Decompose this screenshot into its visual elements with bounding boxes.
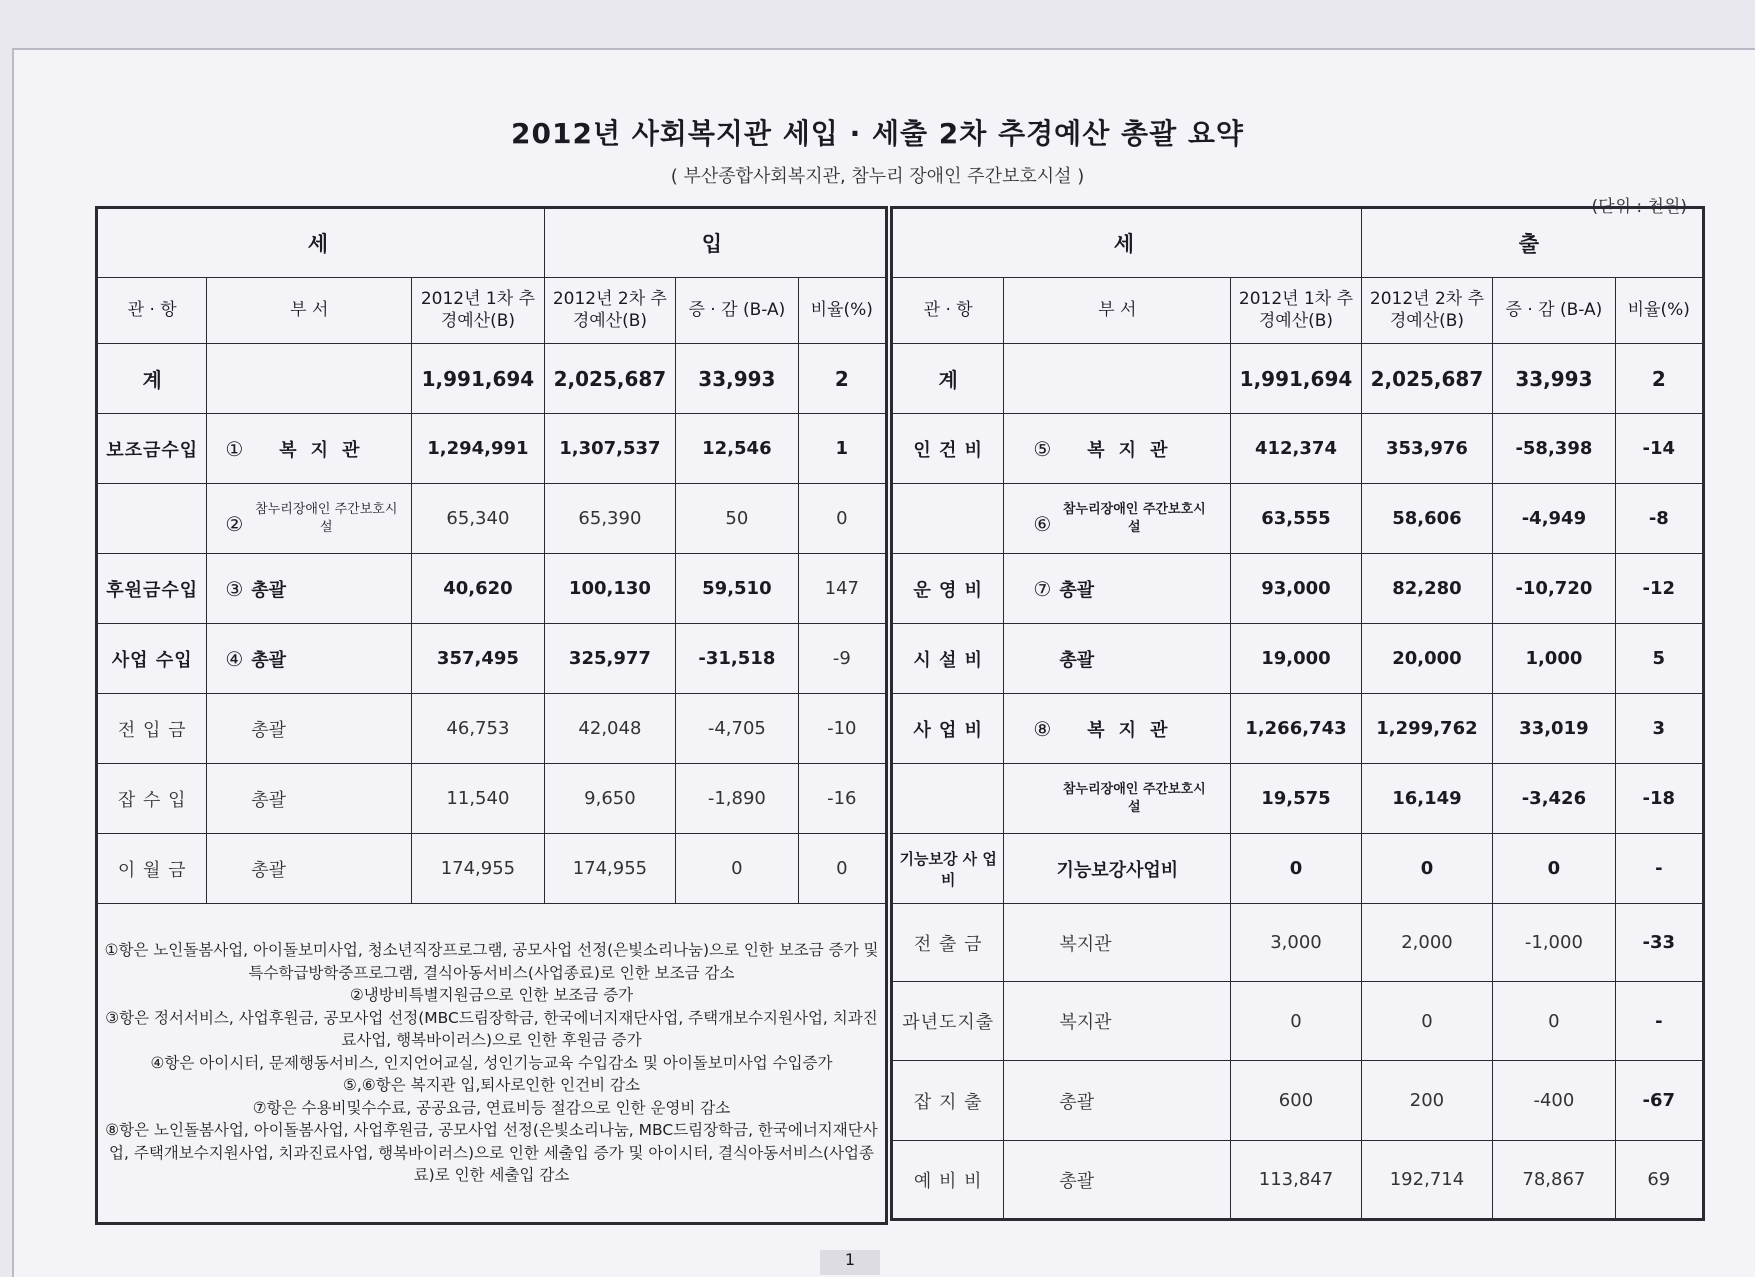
row-b1: 113,847 <box>1231 1141 1361 1220</box>
total-ratio: 2 <box>1615 344 1703 414</box>
row-dept: 참누리장애인 주간보호시설 <box>1062 501 1206 535</box>
row-mark: ⑧ <box>1033 716 1052 741</box>
row-diff: 78,867 <box>1493 1141 1615 1220</box>
row-b2: 174,955 <box>544 834 675 904</box>
row-dept: 복지관 <box>279 439 374 461</box>
row-category: 전 출 금 <box>892 904 1004 982</box>
row-mark: ④ <box>225 646 244 671</box>
row-diff: 50 <box>676 484 798 554</box>
note-item: ⑤,⑥항은 복지관 입,퇴사로인한 인건비 감소 <box>343 1076 640 1095</box>
row-mark: ③ <box>225 576 244 601</box>
row-b2: 42,048 <box>544 694 675 764</box>
row-category: 사 업 비 <box>892 694 1004 764</box>
table-row <box>892 1141 1704 1220</box>
row-b2: 325,977 <box>544 624 675 694</box>
page-number: 1 <box>820 1250 880 1275</box>
row-ratio: -67 <box>1615 1061 1703 1141</box>
row-b1: 0 <box>1231 834 1361 904</box>
row-category: 인 건 비 <box>892 414 1004 484</box>
note-item: ⑦항은 수용비및수수료, 공공요금, 연료비등 절감으로 인한 운영비 감소 <box>252 1098 731 1117</box>
row-dept: 총괄 <box>251 579 287 601</box>
expense-table <box>890 206 1705 1221</box>
table-row <box>892 1061 1704 1141</box>
row-b1: 19,000 <box>1231 624 1361 694</box>
note-item: ③항은 정서서비스, 사업후원금, 공모사업 선정(MBC드림장학금, 한국에너지재단사업, 주택개보수지원사업, 치과진료사업, 행복바이러스)으로 인한 후원금 증가 <box>105 1008 878 1050</box>
total-b2: 2,025,687 <box>1361 344 1492 414</box>
row-dept: 총괄 <box>1059 579 1095 601</box>
col-header: 증 · 감 (B-A) <box>1493 278 1615 344</box>
row-category: 전 입 금 <box>97 694 207 764</box>
row-ratio: -12 <box>1615 554 1703 624</box>
row-category <box>97 484 207 554</box>
col-header: 비율(%) <box>1615 278 1703 344</box>
row-dept: 총괄 <box>1059 1170 1095 1192</box>
row-b1: 65,340 <box>412 484 545 554</box>
row-category <box>892 484 1004 554</box>
row-diff: -4,705 <box>676 694 798 764</box>
row-diff: -1,000 <box>1493 904 1615 982</box>
row-diff: 59,510 <box>676 554 798 624</box>
row-ratio: 1 <box>798 414 886 484</box>
row-category: 사업 수입 <box>97 624 207 694</box>
row-b1: 1,294,991 <box>412 414 545 484</box>
col-header: 2012년 2차 추경예산(B) <box>544 278 675 344</box>
row-category <box>892 764 1004 834</box>
row-ratio: -14 <box>1615 414 1703 484</box>
row-diff: 0 <box>1493 982 1615 1061</box>
row-category: 기능보강 사 업 비 <box>892 834 1004 904</box>
col-header: 2012년 1차 추경예산(B) <box>1231 278 1361 344</box>
row-b1: 19,575 <box>1231 764 1361 834</box>
row-b1: 63,555 <box>1231 484 1361 554</box>
row-ratio: 147 <box>798 554 886 624</box>
income-header-left: 세 <box>97 208 545 278</box>
row-ratio: - <box>1615 834 1703 904</box>
row-b1: 174,955 <box>412 834 545 904</box>
table-row <box>97 414 887 484</box>
note-item: ⑧항은 노인돌봄사업, 아이돌봄사업, 사업후원금, 공모사업 선정(은빛소리나눔, MBC드림장학금, 한국에너지재단사업, 주택개보수지원사업, 치과진료사업, 행복바이러스)으로 인한 세출입 증가 및 아이시터, 결식아동서비스(사업종료)로 인한 세출입 감소 <box>105 1121 878 1185</box>
row-ratio: 69 <box>1615 1141 1703 1220</box>
row-diff: -10,720 <box>1493 554 1615 624</box>
row-ratio: -8 <box>1615 484 1703 554</box>
row-ratio: 5 <box>1615 624 1703 694</box>
row-b1: 11,540 <box>412 764 545 834</box>
row-b2: 9,650 <box>544 764 675 834</box>
row-category: 잡 수 입 <box>97 764 207 834</box>
row-b2: 0 <box>1361 834 1492 904</box>
row-dept: 총괄 <box>251 649 287 671</box>
expense-header-right: 출 <box>1361 208 1703 278</box>
row-ratio: 0 <box>798 834 886 904</box>
row-diff: 12,546 <box>676 414 798 484</box>
col-header: 부 서 <box>1004 278 1231 344</box>
row-b2: 0 <box>1361 982 1492 1061</box>
row-dept: 총괄 <box>1059 1091 1095 1113</box>
total-b2: 2,025,687 <box>544 344 675 414</box>
row-mark: ② <box>225 511 244 536</box>
table-row <box>97 764 887 834</box>
row-dept: 총괄 <box>251 789 287 811</box>
row-b2: 2,000 <box>1361 904 1492 982</box>
note-item: ①항은 노인돌봄사업, 아이돌보미사업, 청소년직장프로그램, 공모사업 선정(은빛소리나눔)으로 인한 보조금 증가 및 특수학급방학중프로그램, 결식아동서비스(사업종료)로 인한 보조금 감소 <box>104 941 879 982</box>
row-dept: 총괄 <box>251 719 287 741</box>
row-diff: 0 <box>676 834 798 904</box>
row-ratio: - <box>1615 982 1703 1061</box>
row-diff: -400 <box>1493 1061 1615 1141</box>
total-diff: 33,993 <box>676 344 798 414</box>
row-ratio: -9 <box>798 624 886 694</box>
col-header: 부 서 <box>207 278 412 344</box>
row-diff: -58,398 <box>1493 414 1615 484</box>
row-diff: 0 <box>1493 834 1615 904</box>
row-dept: 총괄 <box>251 859 287 881</box>
row-category: 이 월 금 <box>97 834 207 904</box>
total-ratio: 2 <box>798 344 886 414</box>
row-diff: -31,518 <box>676 624 798 694</box>
row-mark: ⑤ <box>1033 436 1052 461</box>
total-b1: 1,991,694 <box>1231 344 1361 414</box>
row-b1: 357,495 <box>412 624 545 694</box>
unit-label: (단위 : 천원) <box>1591 197 1687 217</box>
table-row <box>97 694 887 764</box>
row-b1: 0 <box>1231 982 1361 1061</box>
row-category: 잡 지 출 <box>892 1061 1004 1141</box>
row-b2: 65,390 <box>544 484 675 554</box>
row-diff: 33,019 <box>1493 694 1615 764</box>
total-b1: 1,991,694 <box>412 344 545 414</box>
total-label: 계 <box>97 344 207 414</box>
row-ratio: -16 <box>798 764 886 834</box>
table-row <box>97 554 887 624</box>
table-row <box>892 694 1704 764</box>
table-row <box>892 764 1704 834</box>
expense-header-left: 세 <box>892 208 1362 278</box>
row-ratio: -10 <box>798 694 886 764</box>
table-row <box>892 414 1704 484</box>
col-header: 증 · 감 (B-A) <box>676 278 798 344</box>
row-category: 시 설 비 <box>892 624 1004 694</box>
row-category: 과년도지출 <box>892 982 1004 1061</box>
col-header: 관 · 항 <box>97 278 207 344</box>
page-title: 2012년 사회복지관 세입 · 세출 2차 추경예산 총괄 요약 <box>511 117 1244 150</box>
col-header: 관 · 항 <box>892 278 1004 344</box>
table-row <box>97 834 887 904</box>
row-ratio: 3 <box>1615 694 1703 764</box>
row-mark: ① <box>225 436 244 461</box>
row-b1: 412,374 <box>1231 414 1361 484</box>
row-b2: 1,307,537 <box>544 414 675 484</box>
row-b2: 200 <box>1361 1061 1492 1141</box>
row-b1: 93,000 <box>1231 554 1361 624</box>
notes-box <box>97 904 887 1224</box>
row-b2: 1,299,762 <box>1361 694 1492 764</box>
table-row <box>892 484 1704 554</box>
row-dept: 기능보강사업비 <box>1004 834 1231 904</box>
row-category: 후원금수입 <box>97 554 207 624</box>
row-b1: 40,620 <box>412 554 545 624</box>
row-b2: 100,130 <box>544 554 675 624</box>
row-b2: 20,000 <box>1361 624 1492 694</box>
table-row <box>97 624 887 694</box>
row-b2: 82,280 <box>1361 554 1492 624</box>
table-row <box>892 834 1704 904</box>
table-row <box>892 554 1704 624</box>
total-diff: 33,993 <box>1493 344 1615 414</box>
row-mark: ⑦ <box>1033 576 1052 601</box>
note-item: ④항은 아이시터, 문제행동서비스, 인지언어교실, 성인기능교육 수입감소 및 아이돌보미사업 수입증가 <box>150 1053 833 1072</box>
col-header: 2012년 2차 추경예산(B) <box>1361 278 1492 344</box>
row-diff: -1,890 <box>676 764 798 834</box>
row-diff: -3,426 <box>1493 764 1615 834</box>
row-b1: 46,753 <box>412 694 545 764</box>
table-row <box>97 484 887 554</box>
row-dept: 복지관 <box>1087 719 1182 741</box>
income-header-right: 입 <box>544 208 886 278</box>
table-row <box>892 904 1704 982</box>
row-mark: ⑥ <box>1033 511 1052 536</box>
page-subtitle: ( 부산종합사회복지관, 참누리 장애인 주간보호시설 ) <box>670 166 1085 187</box>
row-category: 보조금수입 <box>97 414 207 484</box>
row-b2: 58,606 <box>1361 484 1492 554</box>
row-ratio: 0 <box>798 484 886 554</box>
row-dept: 참누리장애인 주간보호시설 <box>255 501 398 535</box>
table-row <box>892 982 1704 1061</box>
row-ratio: -33 <box>1615 904 1703 982</box>
row-dept: 참누리장애인 주간보호시설 <box>1062 781 1206 815</box>
col-header: 비율(%) <box>798 278 886 344</box>
row-category: 운 영 비 <box>892 554 1004 624</box>
row-b1: 1,266,743 <box>1231 694 1361 764</box>
row-diff: 1,000 <box>1493 624 1615 694</box>
row-dept: 복지관 <box>1059 933 1112 955</box>
row-ratio: -18 <box>1615 764 1703 834</box>
total-label: 계 <box>892 344 1004 414</box>
row-dept: 복지관 <box>1087 439 1182 461</box>
income-table <box>95 206 888 1225</box>
row-b2: 16,149 <box>1361 764 1492 834</box>
row-b2: 192,714 <box>1361 1141 1492 1220</box>
table-row <box>892 624 1704 694</box>
col-header: 2012년 1차 추경예산(B) <box>412 278 545 344</box>
row-dept: 복지관 <box>1059 1012 1112 1033</box>
row-b1: 3,000 <box>1231 904 1361 982</box>
row-b1: 600 <box>1231 1061 1361 1141</box>
row-b2: 353,976 <box>1361 414 1492 484</box>
row-diff: -4,949 <box>1493 484 1615 554</box>
note-item: ②냉방비특별지원금으로 인한 보조금 증가 <box>349 986 634 1005</box>
row-category: 예 비 비 <box>892 1141 1004 1220</box>
row-dept: 총괄 <box>1059 649 1095 671</box>
